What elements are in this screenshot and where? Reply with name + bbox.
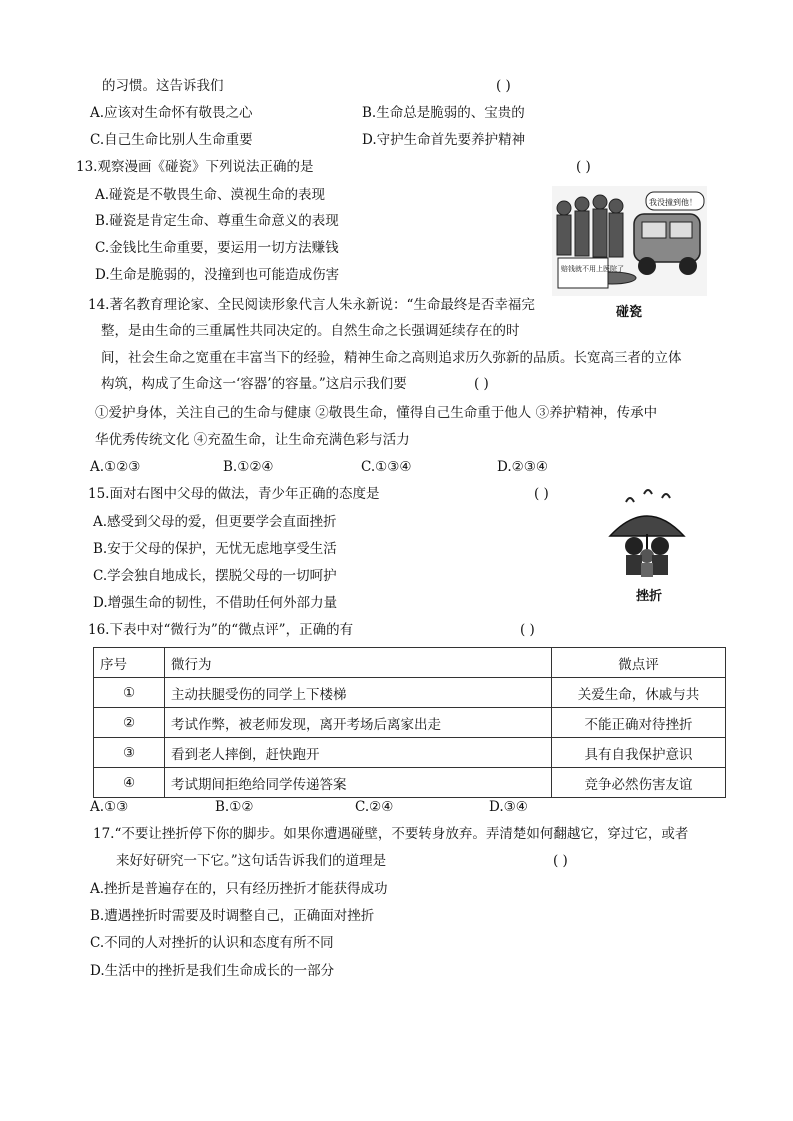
q17-line-2: 来好好研究一下它。”这句话告诉我们的道理是: [116, 853, 387, 869]
q12-option-c: C.自己生命比别人生命重要: [90, 132, 253, 148]
table-cell: 竞争必然伤害友谊: [552, 768, 726, 798]
q15-stem: 15.面对右图中父母的做法，青少年正确的态度是: [88, 486, 380, 502]
q14-line-2: 整，是由生命的三重属性共同决定的。自然生命之长强调延续存在的时: [101, 323, 520, 339]
q17-line-1: 17.“不要让挫折停下你的脚步。如果你遭遇碰壁，不要转身放弃。弄清楚如何翻越它，穿过它，或者: [93, 826, 689, 842]
q13-stem: 13.观察漫画《碰瓷》下列说法正确的是: [76, 159, 314, 175]
table-row: [94, 708, 726, 738]
table-cell: 具有自我保护意识: [552, 738, 726, 768]
table-cell: 主动扶腿受伤的同学上下楼梯: [165, 678, 552, 708]
q13-option-d: D.生命是脆弱的，没撞到也可能造成伤害: [95, 267, 340, 283]
cuozhe-caption: 挫折: [636, 589, 663, 604]
q15-option-d: D.增强生命的韧性，不借助任何外部力量: [93, 595, 338, 611]
table-cell: ④: [94, 768, 165, 798]
svg-text:赔钱就不用上医院了: [561, 264, 624, 273]
table-cell: 关爱生命，休戚与共: [552, 678, 726, 708]
q15-option-a: A.感受到父母的爱，但更要学会直面挫折: [93, 514, 337, 530]
table-cell: ③: [94, 738, 165, 768]
table-cell: 考试作弊，被老师发现，离开考场后离家出走: [165, 708, 552, 738]
pengci-cartoon-image: [552, 186, 707, 296]
q12-stem-tail: 的习惯。这告诉我们: [102, 78, 224, 94]
q14-option-a: A.①②③: [90, 459, 141, 475]
table-row: [94, 738, 726, 768]
q17-answer-paren[interactable]: ( ): [553, 853, 568, 869]
cartoon-bubble-text: 我没撞到他！: [649, 198, 697, 207]
q15-option-c: C.学会独自地成长，摆脱父母的一切呵护: [93, 568, 337, 584]
q12-option-b: B.生命总是脆弱的、宝贵的: [362, 105, 525, 121]
q15-option-b: B.安于父母的保护，无忧无虑地享受生活: [93, 541, 337, 557]
table-cell: 看到老人摔倒，赶快跑开: [165, 738, 552, 768]
q16-option-b: B.①②: [215, 799, 254, 815]
q16-answer-paren[interactable]: ( ): [520, 622, 535, 638]
q13-option-c: C.金钱比生命重要，要运用一切方法赚钱: [95, 240, 339, 256]
q14-line-1: 14.著名教育理论家、全民阅读形象代言人朱永新说：“生命最终是否幸福完: [88, 297, 535, 313]
q12-option-a: A.应该对生命怀有敬畏之心: [90, 105, 253, 121]
q16-option-c: C.②④: [355, 799, 394, 815]
q13-option-a: A.碰瓷是不敬畏生命、漠视生命的表现: [95, 187, 326, 203]
q13-answer-paren[interactable]: ( ): [576, 159, 591, 175]
table-row: [94, 678, 726, 708]
q17-option-c: C.不同的人对挫折的认识和态度有所不同: [90, 935, 334, 951]
table-header-cell: 微行为: [165, 648, 552, 678]
table-cell: ②: [94, 708, 165, 738]
q14-option-d: D.②③④: [497, 459, 548, 475]
q14-option-c: C.①③④: [361, 459, 412, 475]
q12-answer-paren[interactable]: ( ): [496, 78, 511, 94]
q14-answer-paren[interactable]: ( ): [474, 376, 489, 392]
table-row: [94, 768, 726, 798]
table-header-row: [94, 648, 726, 678]
cartoon-sign-text: 赔钱就不用上医院了: [561, 265, 624, 273]
table-cell: 考试期间拒绝给同学传递答案: [165, 768, 552, 798]
q14-line-3: 间，社会生命之宽重在丰富当下的经验，精神生命之高则追求历久弥新的品质。长宽高三者的立体: [101, 350, 682, 366]
table-header-cell: 微点评: [552, 648, 726, 678]
q13-option-b: B.碰瓷是肯定生命、尊重生命意义的表现: [95, 213, 339, 229]
q14-statements-line-2: 华优秀传统文化 ④充盈生命，让生命充满色彩与活力: [95, 432, 410, 448]
cuozhe-cartoon-image: [604, 486, 690, 582]
q17-option-a: A.挫折是普遍存在的，只有经历挫折才能获得成功: [90, 881, 388, 897]
q14-line-4: 构筑，构成了生命这一‘容器’的容量。”这启示我们要: [101, 376, 407, 392]
table-cell: 不能正确对待挫折: [552, 708, 726, 738]
pengci-caption: 碰瓷: [616, 305, 643, 320]
q17-option-d: D.生活中的挫折是我们生命成长的一部分: [90, 963, 335, 979]
q16-table: [93, 647, 726, 798]
q14-option-b: B.①②④: [223, 459, 274, 475]
table-cell: ①: [94, 678, 165, 708]
q14-statements-line-1: ①爱护身体，关注自己的生命与健康 ②敬畏生命，懂得自己生命重于他人 ③养护精神，传承中: [95, 405, 658, 421]
q15-answer-paren[interactable]: ( ): [534, 486, 549, 502]
q16-stem: 16.下表中对“微行为”的“微点评”，正确的有: [88, 622, 354, 638]
q16-option-a: A.①③: [90, 799, 129, 815]
q17-option-b: B.遭遇挫折时需要及时调整自己，正确面对挫折: [90, 908, 375, 924]
q12-option-d: D.守护生命首先要养护精神: [362, 132, 526, 148]
q16-option-d: D.③④: [489, 799, 528, 815]
table-header-cell: 序号: [94, 648, 165, 678]
